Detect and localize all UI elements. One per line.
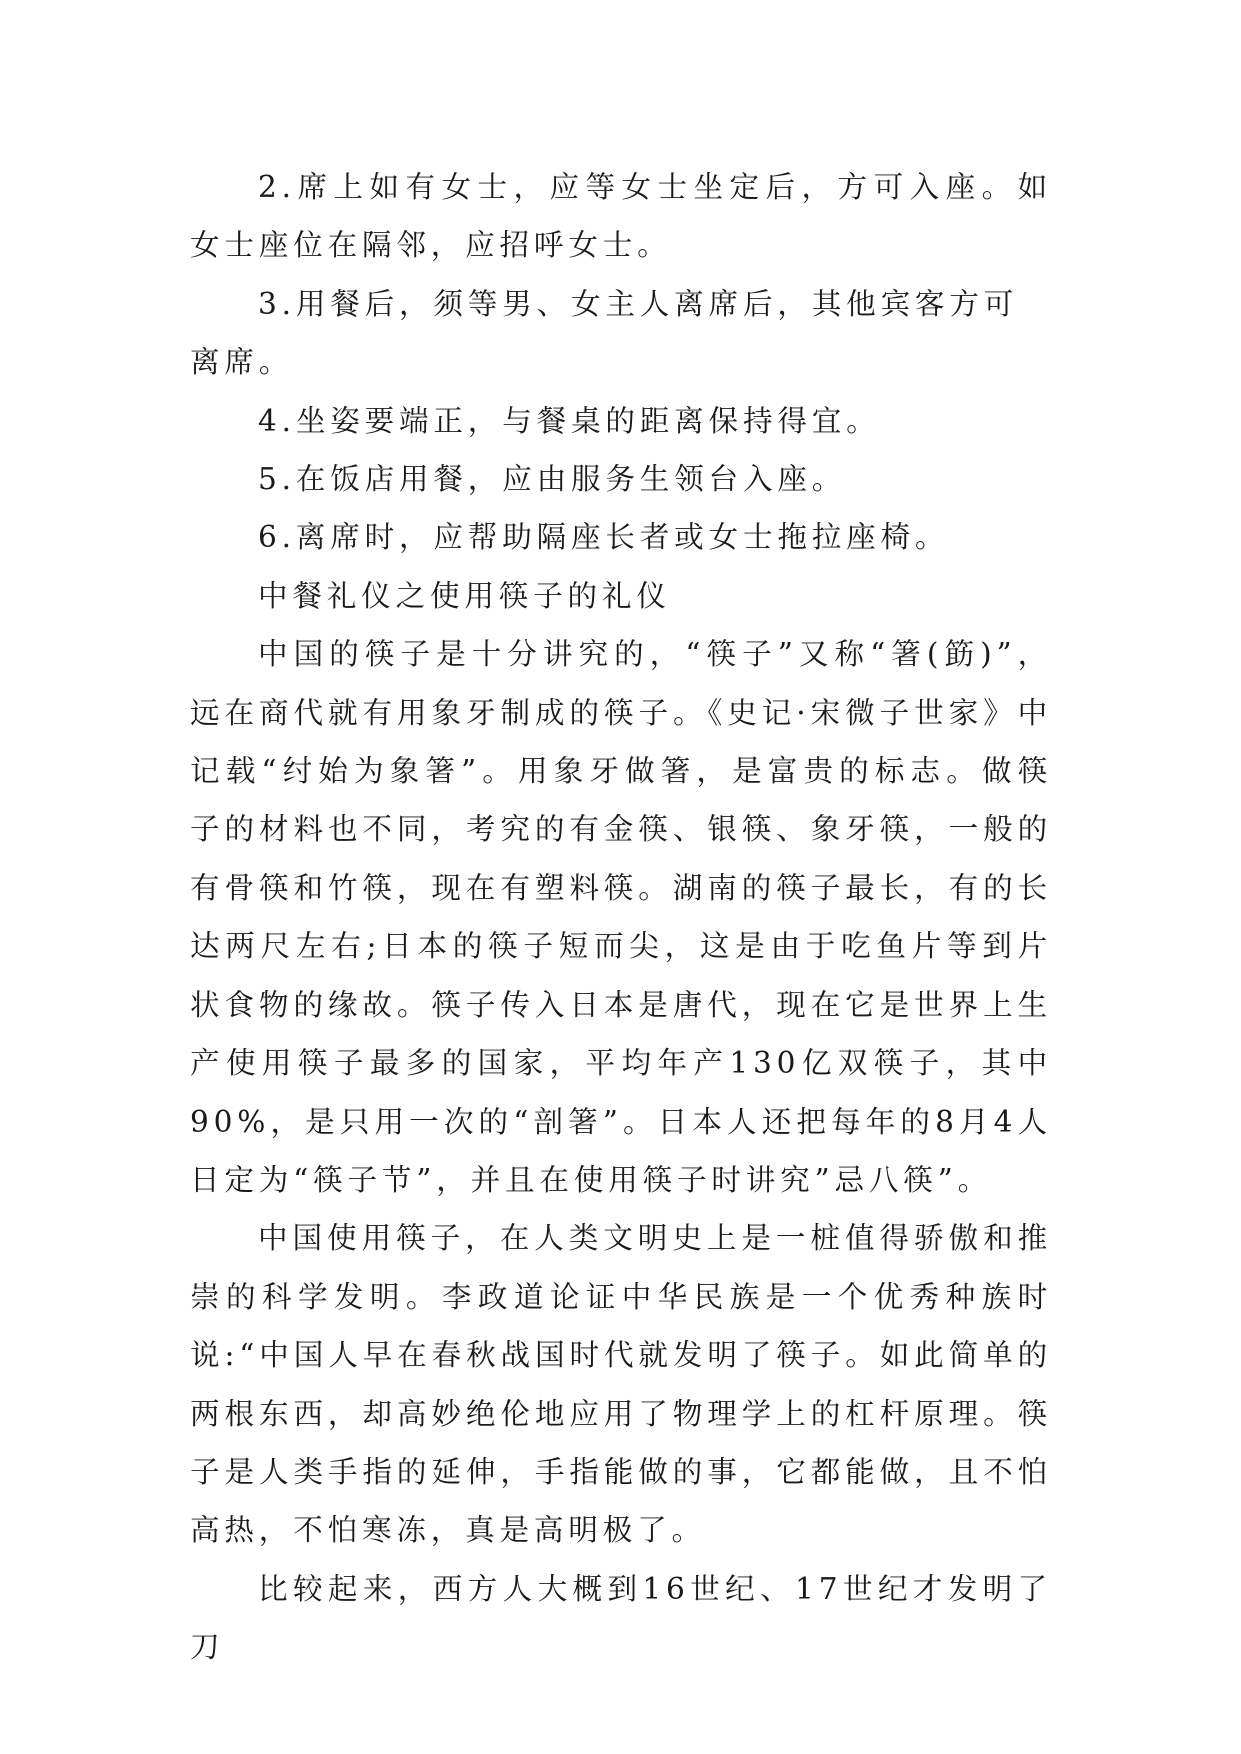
rule-item-4: 4.坐姿要端正，与餐桌的距离保持得宜。 [258,403,881,438]
rule-item-3: 3.用餐后，须等男、女主人离席后，其他宾客方可离席。 [190,286,1019,380]
section-heading: 中餐礼仪之使用筷子的礼仪 [258,578,671,613]
rule-item-2: 2.席上如有女士，应等女士坐定后，方可入座。如女士座位在隔邻，应招呼女士。 [190,170,1052,263]
rule-item-6: 6.离席时，应帮助隔座长者或女士拖拉座椅。 [258,520,950,555]
rule-item-5: 5.在饭店用餐，应由服务生领台入座。 [258,462,847,497]
document-body [190,158,1052,1677]
paragraph-western-comparison: 比较起来，西方人大概到16世纪、17世纪才发明了刀 [190,1571,1052,1665]
paragraph-chopsticks-history: 中国的筷子是十分讲究的，“筷子”又称“箸(筯)”，远在商代就有用象牙制成的筷子。《史记·宋微子世家》中记载“纣始为象箸”。用象牙做箸，是富贵的标志。做筷子的材料也不同，考究的有金筷、银筷、象牙筷，一般的有骨筷和竹筷，现在有塑料筷。湖南的筷子最长，有的长达两尺左右;日本的筷子短而尖，这是由于吃鱼片等到片状食物的缘故。筷子传入日本是唐代，现在它是世界上生产使用筷子最多的国家，平均年产130亿双筷子，其中90%，是只用一次的“剖箸”。日本人还把每年的8月4人日定为“筷子节”，并且在使用筷子时讲究”忌八筷”。 [190,637,1052,1197]
paragraph-chopsticks-invention: 中国使用筷子，在人类文明史上是一桩值得骄傲和推崇的科学发明。李政道论证中华民族是一个优秀种族时说:“中国人早在春秋战国时代就发明了筷子。如此简单的两根东西，却高妙绝伦地应用了物理学上的杠杆原理。筷子是人类手指的延伸，手指能做的事，它都能做，且不怕高热，不怕寒冻，真是高明极了。 [190,1221,1052,1548]
